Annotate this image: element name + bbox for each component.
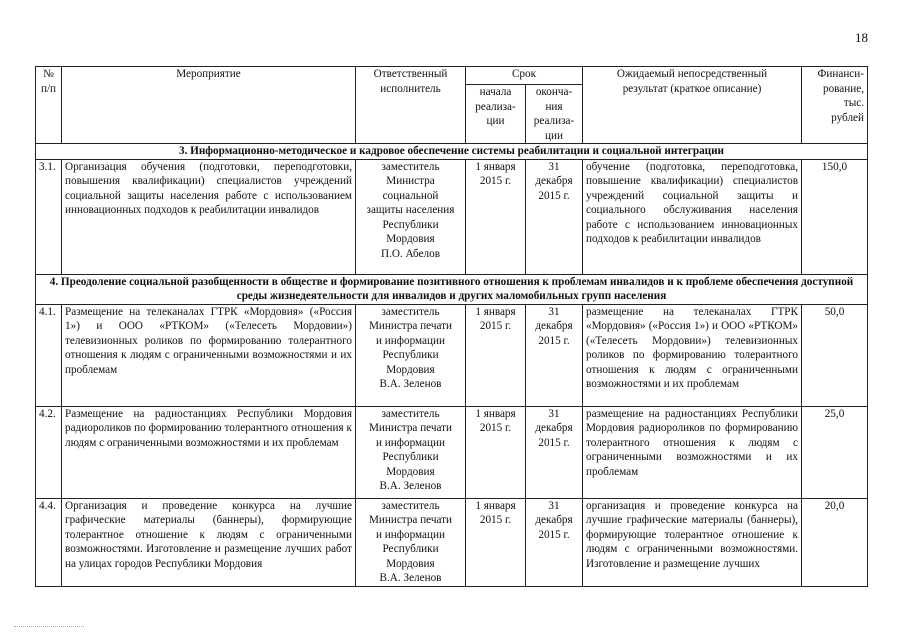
header-term-start: начала реализа- ции: [466, 85, 526, 144]
row-responsible: заместитель Министра печати и информации Республики Мордовия В.А. Зеленов: [356, 498, 466, 586]
row-end: 31 декабря 2015 г.: [526, 304, 583, 406]
row-responsible: заместитель Министра печати и информации Республики Мордовия В.А. Зеленов: [356, 406, 466, 498]
row-result: размещение на радиостанциях Республики Мордовия радиороликов по формированию толерантного отношения к людям с ограниченными возможностями и их проблемам: [583, 406, 802, 498]
row-responsible: заместитель Министра печати и информации Республики Мордовия В.А. Зеленов: [356, 304, 466, 406]
row-start: 1 января 2015 г.: [466, 406, 526, 498]
row-start: 1 января 2015 г.: [466, 304, 526, 406]
row-event: Организация обучения (подготовки, переподготовки, повышения квалификации) специалистов учреждений социальной защиты населения работе с использованием инновационных подходов к реабилитации инвалидов: [62, 159, 356, 274]
section-title: 4. Преодоление социальной разобщенности в обществе и формирование позитивного отношения к проблемам инвалидов и к проблеме обеспечения доступной среды жизнедеятельности для инвалидов и других маломобильных групп населения: [36, 274, 868, 304]
section-title: 3. Информационно-методическое и кадровое обеспечение системы реабилитации и социальной интеграции: [36, 144, 868, 160]
row-financing: 150,0: [802, 159, 868, 274]
row-start: 1 января 2015 г.: [466, 159, 526, 274]
header-result: Ожидаемый непосредственный результат (краткое описание): [583, 67, 802, 144]
row-num: 4.2.: [36, 406, 62, 498]
row-financing: 20,0: [802, 498, 868, 586]
section-row: [36, 144, 868, 160]
row-result: организация и проведение конкурса на лучшие графические материалы (баннеры), формирующие толерантное отношение к людям с ограниченными возможностями. Изготовление и размещение лучших: [583, 498, 802, 586]
row-num: 3.1.: [36, 159, 62, 274]
page-number: 18: [855, 30, 868, 45]
header-term-end: оконча- ния реализа- ции: [526, 85, 583, 144]
header-financing: Финанси- рование, тыс. рублей: [802, 67, 868, 144]
row-event: Организация и проведение конкурса на лучшие графические материалы (баннеры), формирующие толерантное отношение к людям с ограниченными возможностями. Изготовление и размещение лучших работ на улицах городов Республики Мордовия: [62, 498, 356, 586]
row-end: 31 декабря 2015 г.: [526, 498, 583, 586]
row-num: 4.4.: [36, 498, 62, 586]
header-term: Срок: [466, 67, 583, 85]
header-event: Мероприятие: [62, 67, 356, 144]
table-row: [36, 304, 868, 406]
row-num: 4.1.: [36, 304, 62, 406]
table-row: [36, 498, 868, 586]
row-end: 31 декабря 2015 г.: [526, 159, 583, 274]
row-financing: 25,0: [802, 406, 868, 498]
row-start: 1 января 2015 г.: [466, 498, 526, 586]
row-end: 31 декабря 2015 г.: [526, 406, 583, 498]
scan-artifact: [14, 626, 84, 630]
row-result: размещение на телеканалах ГТРК «Мордовия» («Россия 1») и ООО «РТКОМ» («Телесеть Мордовии») телевизионных роликов по формированию толерантного отношения к людям с ограниченными возможностями и их проблемам: [583, 304, 802, 406]
header-responsible: Ответственный исполнитель: [356, 67, 466, 144]
row-responsible: заместитель Министра социальной защиты населения Республики Мордовия П.О. Абелов: [356, 159, 466, 274]
activities-table: [35, 66, 868, 587]
header-num: № п/п: [36, 67, 62, 144]
table-row: [36, 159, 868, 274]
table-header-row: [36, 67, 868, 85]
row-financing: 50,0: [802, 304, 868, 406]
row-result: обучение (подготовка, переподготовка, повышение квалификации) специалистов учреждений социальной защиты и социального обслуживания населения работе с использованием инновационных подходов к реабилитации инвалидов: [583, 159, 802, 274]
section-row: [36, 274, 868, 304]
row-event: Размещение на телеканалах ГТРК «Мордовия» («Россия 1») и ООО «РТКОМ» («Телесеть Мордовии») телевизионных роликов по формированию толерантного отношения к людям с ограниченными возможностями и их проблемам: [62, 304, 356, 406]
table-row: [36, 406, 868, 498]
row-event: Размещение на радиостанциях Республики Мордовия радиороликов по формированию толерантного отношения к людям с ограниченными возможностями и их проблемам: [62, 406, 356, 498]
